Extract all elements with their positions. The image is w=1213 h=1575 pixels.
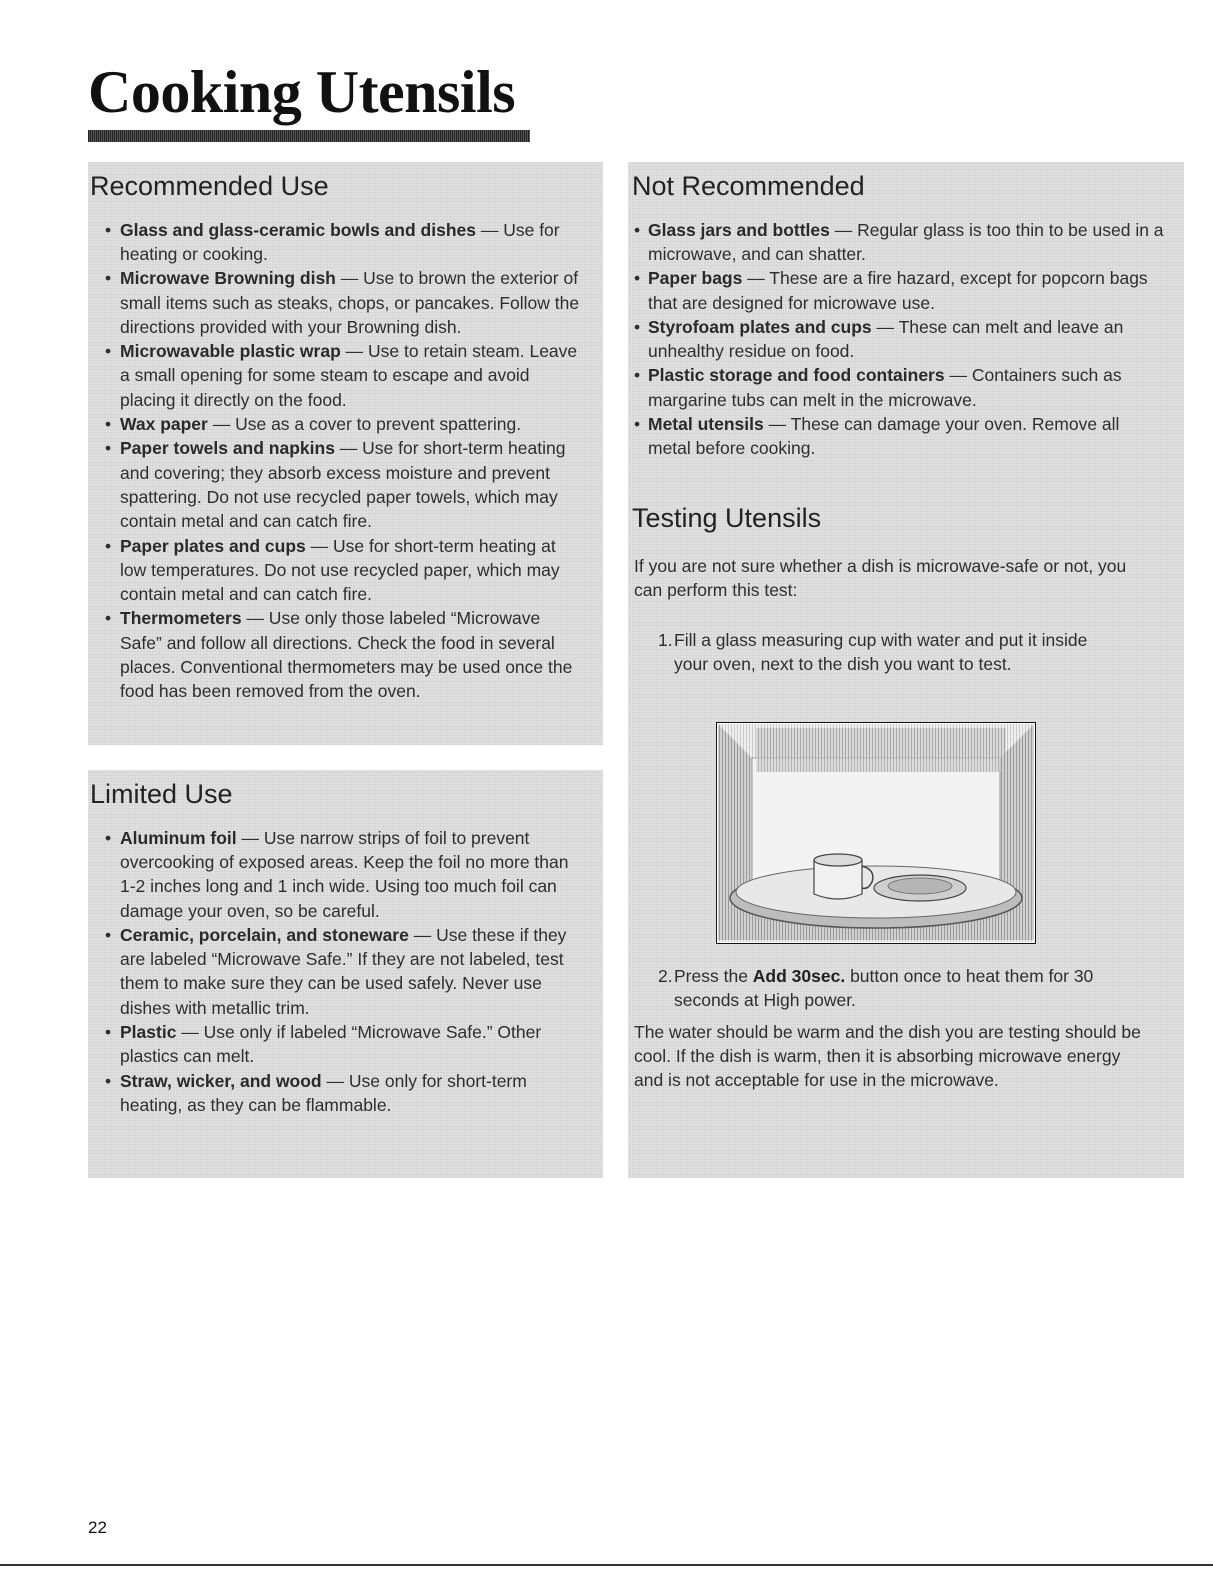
step-text: Fill a glass measuring cup with water and put it inside your oven, next to the dish you want to test. [674, 630, 1088, 674]
page-number: 22 [88, 1518, 107, 1537]
list-item [102, 606, 585, 703]
item-term: Straw, wicker, and wood [120, 1070, 322, 1091]
list-item [632, 266, 1164, 315]
item-description: — Use only those labeled “Microwave Safe” and follow all directions. Check the food in several places. Conventional thermometers may be used once the food has been removed from the oven. [120, 608, 573, 702]
item-term: Glass and glass-ceramic bowls and dishes [120, 219, 476, 240]
step-number: 2. [658, 966, 673, 986]
item-description: — Use these if they are labeled “Microwave Safe.” If they are not labeled, test them to make sure they can be used safely. Never use dishes with metallic trim. [120, 924, 567, 1018]
list-item [102, 1020, 585, 1069]
item-term: Styrofoam plates and cups [648, 316, 872, 337]
item-description: — Use as a cover to prevent spattering. [207, 414, 522, 435]
title-underline [88, 130, 530, 142]
list-item [102, 436, 585, 533]
not-recommended-panel [628, 162, 1184, 1178]
item-description: — These are a fire hazard, except for popcorn bags that are designed for microwave use. [648, 268, 1148, 313]
testing-step-2 [658, 964, 1148, 1012]
testing-step-1 [658, 628, 1098, 676]
item-term: Paper towels and napkins [120, 438, 335, 459]
step-text-before: Press the [674, 966, 753, 986]
limited-use-panel [88, 770, 603, 1178]
microwave-interior-illustration [716, 722, 1036, 944]
item-description: — Use to brown the exterior of small items such as steaks, chops, or pancakes. Follow the directions provided with your Browning dish. [120, 268, 580, 337]
item-description: — Use narrow strips of foil to prevent overcooking of exposed areas. Keep the foil no more than 1-2 inches long and 1 inch wide. Using too much foil can damage your oven, so be careful. [120, 827, 569, 921]
not-recommended-heading: Not Recommended [632, 171, 865, 201]
item-term: Paper bags [648, 268, 743, 289]
recommended-use-list [88, 218, 603, 704]
bottom-rule [0, 1564, 1213, 1566]
list-item [102, 339, 585, 412]
recommended-use-heading: Recommended Use [90, 171, 329, 201]
list-item [102, 1069, 585, 1118]
item-description: — Regular glass is too thin to be used in a microwave, and can shatter. [648, 219, 1164, 264]
item-description: — These can damage your oven. Remove all metal before cooking. [648, 414, 1120, 459]
item-description: — Use for short-term heating at low temperatures. Do not use recycled paper, which may contain metal and can catch fire. [120, 535, 560, 605]
limited-use-list [88, 826, 603, 1118]
item-term: Microwavable plastic wrap [120, 341, 341, 362]
item-term: Ceramic, porcelain, and stoneware [120, 924, 409, 945]
item-description: — Use for short-term heating and covering; they absorb excess moisture and prevent spattering. Do not use recycled paper towels, which may contain metal and can catch fire. [120, 438, 566, 532]
testing-closing: The water should be warm and the dish you are testing should be cool. If the dish is warm, then it is absorbing microwave energy and is not acceptable for use in the microwave. [634, 1022, 1141, 1090]
list-item [632, 363, 1164, 412]
list-item [632, 315, 1164, 364]
testing-utensils-heading: Testing Utensils [632, 503, 822, 533]
list-item [632, 412, 1164, 461]
list-item [102, 534, 585, 607]
step-text-after: button once to heat them for 30 seconds at High power. [674, 966, 1094, 1010]
list-item [102, 923, 585, 1020]
item-term: Plastic storage and food containers [648, 365, 945, 386]
step-text [674, 964, 1148, 1012]
list-item [102, 826, 585, 923]
item-description: — Containers such as margarine tubs can melt in the microwave. [648, 365, 1122, 410]
item-term: Plastic [120, 1022, 177, 1043]
item-term: Microwave Browning dish [120, 268, 336, 289]
list-item [102, 266, 585, 339]
item-term: Aluminum foil [120, 827, 237, 848]
item-term: Metal utensils [648, 414, 764, 435]
limited-use-heading: Limited Use [90, 779, 233, 809]
item-description: — Use to retain steam. Leave a small opening for some steam to escape and avoid placing it directly on the food. [120, 341, 578, 410]
list-item [102, 218, 585, 267]
not-recommended-list [628, 218, 1184, 461]
item-term: Wax paper [120, 414, 208, 435]
item-description: — Use for heating or cooking. [120, 219, 560, 264]
add-30sec-button-name: Add 30sec. [752, 966, 846, 986]
item-description: — Use only for short-term heating, as they can be flammable. [120, 1070, 527, 1115]
page-title: Cooking Utensils [88, 59, 516, 125]
list-item [102, 412, 585, 436]
item-term: Glass jars and bottles [648, 219, 830, 240]
item-description: — Use only if labeled “Microwave Safe.” Other plastics can melt. [120, 1022, 542, 1067]
testing-intro: If you are not sure whether a dish is microwave-safe or not, you can perform this test: [634, 556, 1127, 600]
item-description: — These can melt and leave an unhealthy residue on food. [648, 316, 1124, 362]
recommended-use-panel [88, 162, 603, 745]
step-number: 1. [658, 630, 673, 650]
list-item [632, 218, 1164, 267]
item-term: Thermometers [120, 608, 242, 629]
item-term: Paper plates and cups [120, 535, 306, 556]
